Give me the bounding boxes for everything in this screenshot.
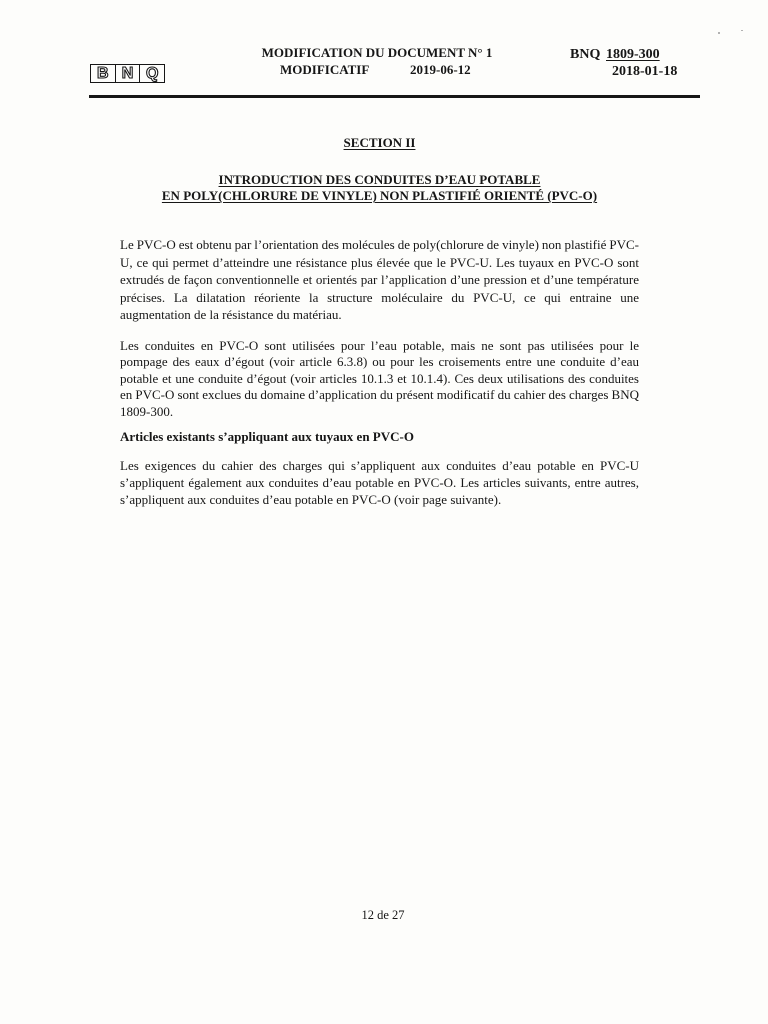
paragraph-line: pompage des eaux d’égout (voir article 6.3.8) ou pour les croisements entre une conduite d’eau <box>120 354 639 370</box>
section-title-text: EN POLY(CHLORURE DE VINYLE) NON PLASTIFIÉ ORIENTÉ (PVC-O) <box>161 188 598 203</box>
page-number: 12 de 27 <box>361 908 405 922</box>
section-label-text: SECTION II <box>343 135 416 150</box>
paragraph <box>120 457 639 508</box>
scan-speck <box>718 32 720 34</box>
paragraph <box>120 338 639 420</box>
paragraph-line: U, ce qui permet d’atteindre une résistance plus élevée que le PVC-U. Les tuyaux en PVC-O sont <box>120 254 639 270</box>
subheading: Articles existants s’appliquant aux tuyaux en PVC-O <box>120 429 414 444</box>
scan-speck <box>741 30 743 31</box>
section-title-text: INTRODUCTION DES CONDUITES D’EAU POTABLE <box>218 172 541 187</box>
paragraph-line: Les exigences du cahier des charges qui s’appliquent aux conduites d’eau potable en PVC-U <box>120 458 639 473</box>
section-label <box>120 134 639 151</box>
paragraph-line: en PVC-O sont exclues du domaine d’application du présent modificatif du cahier des charges BNQ <box>120 387 639 403</box>
bnq-logo <box>90 64 165 83</box>
paragraph-line: s’appliquent également aux conduites d’eau potable en PVC-O. Les articles suivants, entre autres, <box>120 475 639 490</box>
paragraph-line: s’appliquent aux conduites d’eau potable en PVC-O (voir page suivante). <box>120 492 502 507</box>
standard-prefix: BNQ <box>570 47 601 62</box>
section-title-line <box>120 187 639 204</box>
paragraph-line: extrudés de façon conventionnelle et orientés par l’application d’une pression et d’une température <box>120 272 639 288</box>
standard-number: 1809-300 <box>606 47 660 62</box>
paragraph-line: 1809-300. <box>120 403 174 419</box>
document-type-label: MODIFICATIF <box>280 62 370 77</box>
header-title: MODIFICATION DU DOCUMENT N° 1 <box>261 45 493 60</box>
paragraph-line: Le PVC-O est obtenu par l’orientation des molécules de poly(chlorure de vinyle) non plastifié PVC- <box>120 237 639 252</box>
paragraph-line: potable et une conduite d’égout (voir articles 10.1.3 et 10.1.4). Ces deux utilisations des conduites <box>120 370 639 386</box>
paragraph-line: Les conduites en PVC-O sont utilisées pour l’eau potable, mais ne sont pas utilisées pour le <box>120 338 639 353</box>
section-title-line <box>120 171 639 188</box>
paragraph <box>120 236 639 324</box>
standard-date: 2018-01-18 <box>612 64 678 79</box>
logo-letter: B <box>91 65 116 82</box>
logo-letter: N <box>116 65 141 82</box>
paragraph-line: augmentation de la résistance du matériau. <box>120 307 342 323</box>
header-rule <box>89 95 700 98</box>
modification-date: 2019-06-12 <box>410 62 471 77</box>
logo-letter: Q <box>145 64 159 82</box>
paragraph-line: précises. La dilatation réoriente la structure moléculaire du PVC-U, ce qui entraine une <box>120 289 639 305</box>
